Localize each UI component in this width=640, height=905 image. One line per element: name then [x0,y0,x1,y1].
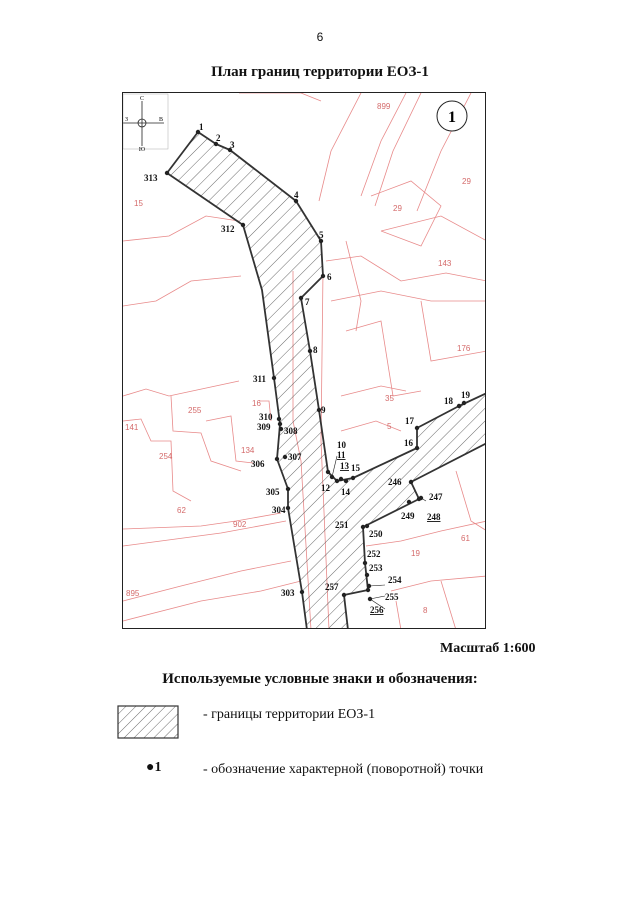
legend-point-text: - обозначение характерной (поворотной) точки [203,762,484,777]
compass-rose [123,94,168,153]
parcel-label: 35 [385,394,394,403]
point-label: 10 [337,440,346,450]
point-label: 1 [199,122,204,132]
parcel-label: 254 [159,452,173,461]
parcel-label: 29 [462,177,471,186]
parcel-label: 134 [241,446,255,455]
point-label: 313 [144,173,158,183]
legend-boundary-text: - границы территории ЕОЗ-1 [203,707,376,722]
point-label: 19 [461,390,470,400]
point-label: 18 [444,396,453,406]
point-label: 7 [305,297,310,307]
sheet-number: 1 [448,109,456,126]
point-label: 12 [321,483,330,493]
point-label: 304 [272,505,286,515]
parcel-label: 62 [177,506,186,515]
point-label: 14 [341,487,350,497]
point-label: 254 [388,575,402,585]
territory-area [167,132,486,629]
point-label: 247 [429,492,443,502]
map-scale: Масштаб 1:600 [440,641,536,656]
point-label: 307 [288,452,302,462]
point-label: 252 [367,549,381,559]
sheet-number-badge [437,101,467,131]
parcel-label: 902 [233,520,247,529]
point-label: 2 [216,133,221,143]
legend-title: Используемые условные знаки и обозначения: [162,671,478,687]
parcel-label: 8 [423,606,428,615]
legend-hatch-swatch [117,705,179,739]
parcel-label: 255 [188,406,202,415]
point-label: 6 [327,272,332,282]
point-label: 4 [294,190,299,200]
parcel-label: 29 [393,204,402,213]
point-label: 305 [266,487,280,497]
point-label: 312 [221,224,235,234]
point-label: 311 [253,374,267,384]
parcel-label: 5 [387,422,392,431]
point-label: 13 [340,461,349,471]
parcel-label: 16 [252,399,261,408]
parcel-label: 15 [134,199,143,208]
parcel-label: 19 [411,549,420,558]
map-frame [122,92,486,629]
legend-point-sample: ●1 [146,760,162,775]
point-label: 16 [404,438,413,448]
compass-east-label: В [159,117,164,123]
point-label: 9 [321,405,326,415]
point-label: 249 [401,511,415,521]
parcel-label: 899 [377,102,391,111]
point-label: 246 [388,477,402,487]
point-label: 5 [319,230,324,240]
parcel-label: 141 [125,423,139,432]
parcel-label: 143 [438,259,452,268]
point-label: 306 [251,459,265,469]
point-label: 308 [284,426,298,436]
point-label: 17 [405,416,414,426]
point-label: 255 [385,592,399,602]
page-number: 6 [316,30,324,44]
point-label: 251 [335,520,349,530]
point-label: 309 [257,422,271,432]
map-title: План границ территории ЕОЗ-1 [211,64,429,80]
point-label: 253 [369,563,383,573]
boundary-map [123,93,486,629]
compass-south-label: Ю [138,147,146,153]
parcel-label: 61 [461,534,470,543]
point-label: 3 [230,140,235,150]
point-label: 248 [427,512,441,522]
parcel-label: 176 [457,344,471,353]
point-label: 15 [351,463,360,473]
point-label: 11 [337,450,346,460]
compass-west-label: З [125,117,129,123]
parcel-label: 895 [126,589,140,598]
legend-point-number: 1 [154,760,162,775]
compass-north-label: С [139,96,145,102]
point-label: 8 [313,345,318,355]
point-label: 256 [370,605,384,615]
point-label: 310 [259,412,273,422]
point-label: 250 [369,529,383,539]
point-label: 303 [281,588,295,598]
point-label: 257 [325,582,339,592]
